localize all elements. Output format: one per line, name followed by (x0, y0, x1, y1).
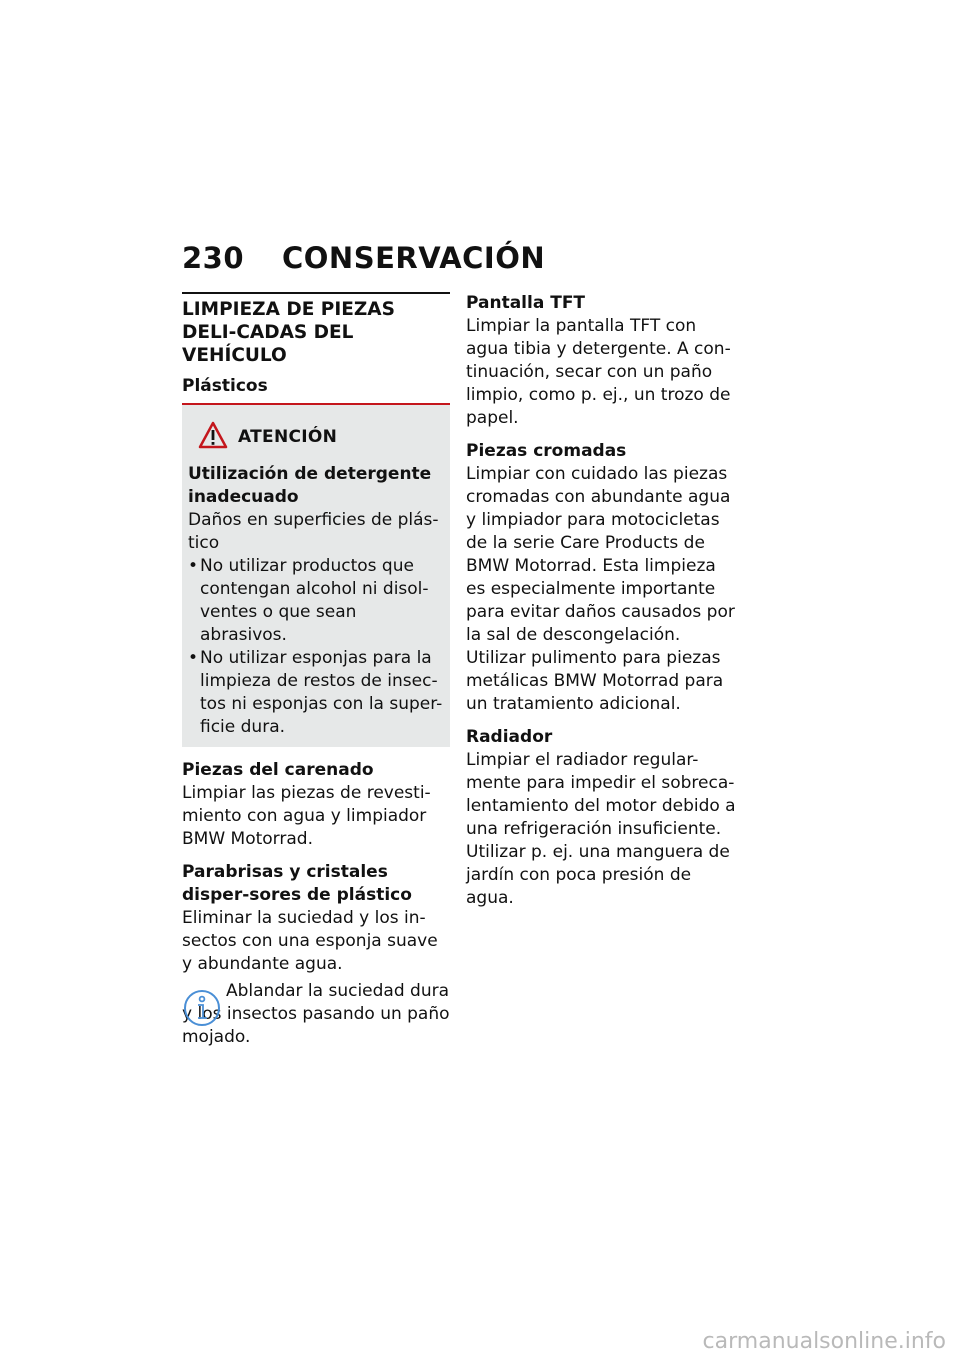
windshield-heading: Parabrisas y cristales disper-sores de plástico (182, 862, 412, 905)
chrome-text: Limpiar con cuidado las piezas cromadas con abundante agua y limpiador para motocicletas de la serie Care Products de BMW Motorrad. Esta limpieza es especialmente importante para evitar daños causados por la sal de descongelación. Utilizar pulimento para piezas metálicas BMW Motorrad para un tratamiento adicional. (466, 464, 735, 714)
tft-section (466, 292, 738, 430)
watermark: carmanualsonline.info (702, 1329, 946, 1354)
info-icon (182, 988, 222, 1028)
warning-box (182, 405, 450, 747)
radiator-text: Limpiar el radiador regular-mente para impedir el sobreca-lentamiento del motor debido a una refrigeración insuficiente. Utilizar p. ej. una manguera de jardín con poca presión de agua. (466, 750, 736, 908)
info-note (182, 980, 450, 1049)
warning-triangle-icon (198, 421, 228, 453)
warning-consequence: Daños en superficies de plás-tico (188, 510, 439, 553)
left-column (182, 292, 450, 1049)
warning-header (188, 421, 444, 453)
windshield-text: Eliminar la suciedad y los in-sectos con una esponja suave y abundante agua. (182, 908, 438, 974)
radiator-section (466, 726, 738, 910)
page-number: 230 (182, 241, 245, 275)
warning-measure: • No utilizar productos que contengan alcohol ni disol-ventes o que sean abrasivos. (188, 555, 444, 647)
tft-heading: Pantalla TFT (466, 293, 586, 313)
section-title: LIMPIEZA DE PIEZAS DELI-CADAS DEL VEHÍCULO (182, 299, 395, 366)
tft-text: Limpiar la pantalla TFT con agua tibia y detergente. A con-tinuación, secar con un paño limpio, como p. ej., un trozo de papel. (466, 316, 731, 428)
warning-heading: Utilización de detergente inadecuado (188, 464, 432, 507)
right-column (466, 292, 738, 910)
fairing-section (182, 759, 450, 851)
radiator-heading: Radiador (466, 727, 553, 747)
warning-measure: • No utilizar esponjas para la limpieza de restos de insec-tos ni esponjas con la super-ficie dura. (188, 647, 444, 739)
chrome-section (466, 440, 738, 716)
chrome-heading: Piezas cromadas (466, 441, 627, 461)
warning-measures (188, 555, 444, 739)
info-note-text: Ablandar la suciedad dura y los insectos pasando un paño mojado. (182, 981, 450, 1047)
windshield-section (182, 861, 450, 976)
fairing-text: Limpiar las piezas de revesti-miento con agua y limpiador BMW Motorrad. (182, 783, 431, 849)
subsection-title: Plásticos (182, 376, 268, 396)
fairing-heading: Piezas del carenado (182, 760, 374, 780)
chapter-title: CONSERVACIÓN (282, 241, 546, 275)
section-divider (182, 292, 450, 294)
warning-label: ATENCIÓN (238, 427, 338, 447)
